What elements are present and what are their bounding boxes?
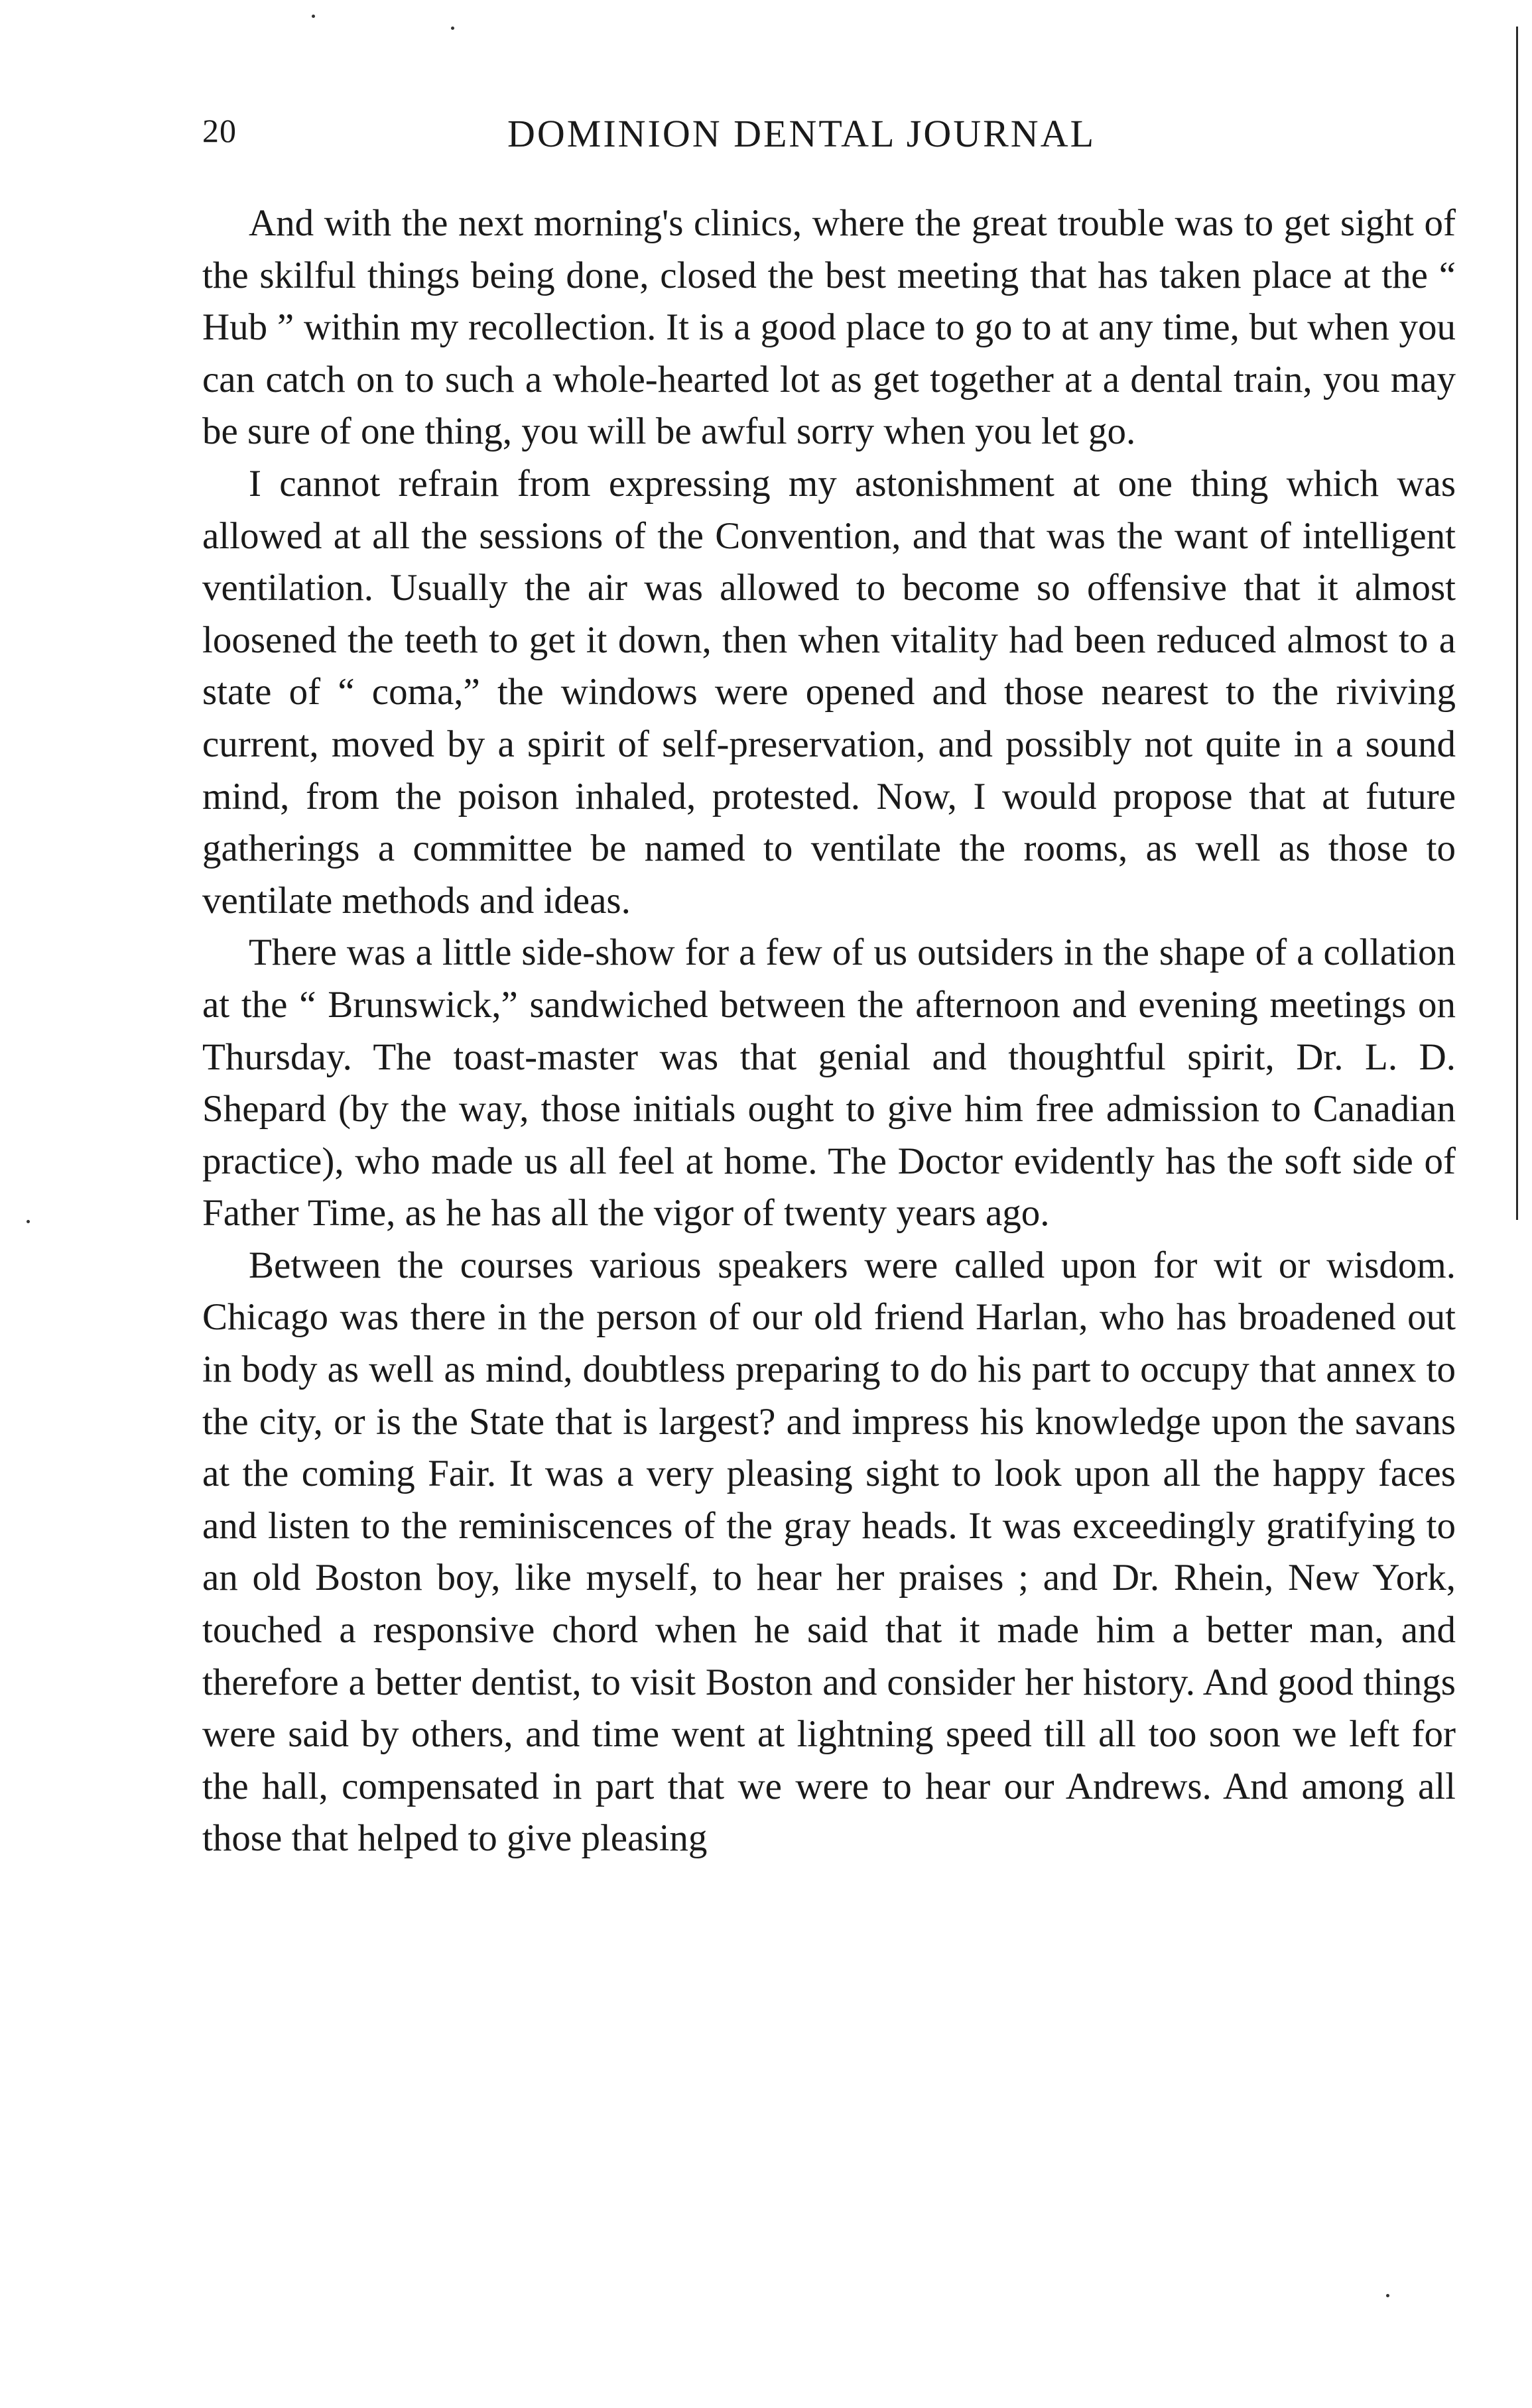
scan-speck xyxy=(1386,2294,1389,2297)
paragraph: Between the courses various speakers were called upon for wit or wisdom. Chicago was there in the person of our old friend Harlan, who has broadened out in body as well as mind, doubtless preparing to do his part to occupy that annex to the city, or is the State that is largest? and impress his knowledge upon the savans at the coming Fair. It was a very pleasing sight to look upon all the happy faces and listen to the reminiscences of the gray heads. It was exceedingly gratifying to an old Boston boy, like myself, to hear her praises ; and Dr. Rhein, New York, touched a responsive chord when he said that it made him a better man, and therefore a better dentist, to visit Boston and consider her history. And good things were said by others, and time went at lightning speed till all too soon we left for the hall, compensated in part that we were to hear our Andrews. And among all those that helped to give pleasing xyxy=(202,1244,1456,1860)
paragraph: I cannot refrain from expressing my astonishment at one thing which was allowed at all the sessions of the Convention, and that was the want of intelligent ventilation. Usually the air was allowed to become so offensive that it almost loosened the teeth to get it down, then when vitality had been reduced almost to a state of “ coma,” the windows were opened and those nearest to the riviving current, moved by a spirit of self-preservation, and possibly not quite in a sound mind, from the poison inhaled, protested. Now, I would propose that at future gatherings a committee be named to ventilate the rooms, as well as those to ventilate methods and ideas. xyxy=(202,462,1456,922)
scan-speck xyxy=(312,15,315,18)
scan-edge-line xyxy=(1516,27,1518,1220)
paragraph: And with the next morning's clinics, where the great trouble was to get sight of the skilful things being done, closed the best meeting that has taken place at the “ Hub ” within my recollection. It is a good place to go to at any time, but when you can catch on to such a whole-hearted lot as get together at a dental train, you may be sure of one thing, you will be awful sorry when you let go. xyxy=(202,202,1456,453)
running-title: DOMINION DENTAL JOURNAL xyxy=(507,112,1096,155)
page-number: 20 xyxy=(202,112,237,149)
scan-speck xyxy=(27,1220,30,1223)
scan-speck xyxy=(451,27,454,30)
page-header xyxy=(202,105,1462,164)
article-body xyxy=(202,198,1456,1865)
paragraph: There was a little side-show for a few of us outsiders in the shape of a collation at the “ Brunswick,” sandwiched between the afternoon and evening meetings on Thursday. The toast-master was that genial and thoughtful spirit, Dr. L. D. Shepard (by the way, those initials ought to give him free admission to Canadian practice), who made us all feel at home. The Doctor evidently has the soft side of Father Time, as he has all the vigor of twenty years ago. xyxy=(202,932,1456,1234)
